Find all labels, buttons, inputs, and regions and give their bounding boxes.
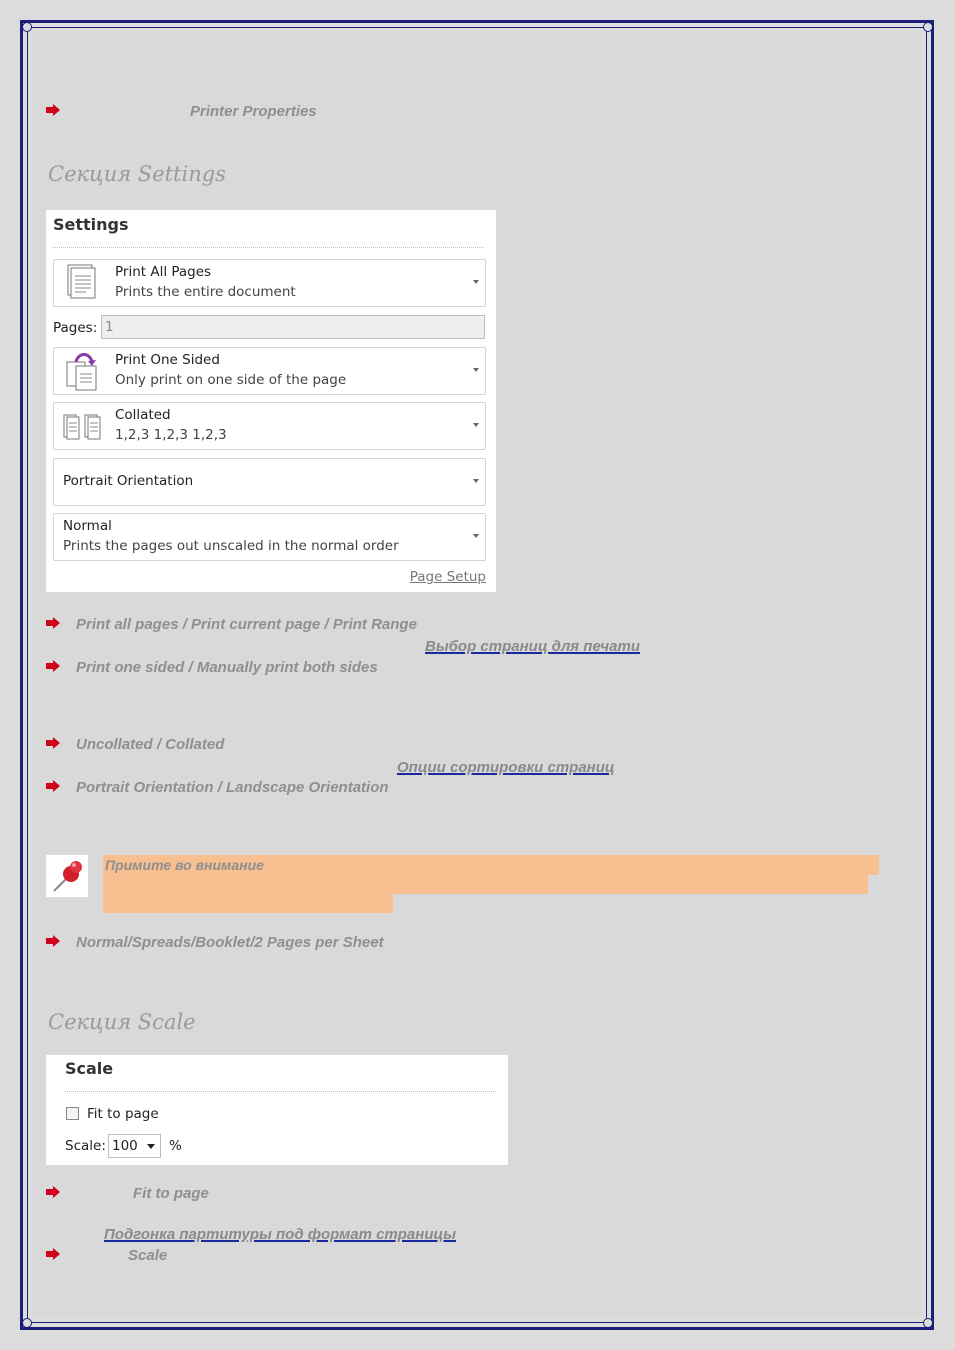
orientation-dropdown[interactable] (53, 458, 486, 506)
fit-to-page-label: Fit to page (87, 1106, 159, 1122)
divider (53, 247, 484, 248)
scale-section-heading: Секция Scale (48, 1010, 196, 1034)
bullet-print-range: Print all pages / Print current page / Print Range (76, 616, 417, 633)
chevron-down-icon (473, 423, 479, 427)
sided-dropdown[interactable] (53, 347, 486, 395)
page-setup-link[interactable]: Page Setup (409, 569, 486, 585)
collation-desc: 1,2,3 1,2,3 1,2,3 (115, 427, 227, 443)
orientation-label: Portrait Orientation (63, 473, 194, 489)
settings-title: Settings (53, 215, 129, 234)
sided-label: Print One Sided (115, 352, 220, 368)
percent-sign: % (169, 1138, 182, 1154)
divider (65, 1091, 496, 1092)
bullet-layout: Normal/Spreads/Booklet/2 Pages per Sheet (76, 934, 384, 951)
scale-panel (46, 1055, 508, 1165)
fit-to-page-checkbox[interactable] (66, 1107, 79, 1120)
bullet-scale: Scale (128, 1247, 168, 1264)
scale-label: Scale: (65, 1138, 106, 1154)
red-arrow-bullet-icon (46, 935, 60, 947)
chevron-down-icon (473, 368, 479, 372)
red-arrow-bullet-icon (46, 617, 60, 629)
red-arrow-bullet-icon (46, 1248, 60, 1260)
pages-label: Pages: (53, 320, 98, 336)
settings-panel (46, 210, 496, 592)
red-arrow-bullet-icon (46, 660, 60, 672)
bullet-sided: Print one sided / Manually print both sides (76, 659, 378, 676)
page-selection-link[interactable]: Выбор страниц для печати (425, 638, 641, 655)
print-pages-dropdown[interactable] (53, 259, 486, 307)
pages-stack-icon (66, 264, 98, 302)
bullet-printer-properties: Printer Properties (190, 103, 317, 120)
scale-value: 100 (112, 1138, 138, 1154)
chevron-down-icon (473, 534, 479, 538)
note-highlight (103, 894, 393, 913)
note-icon-box (46, 855, 88, 897)
red-arrow-bullet-icon (46, 1186, 60, 1198)
scale-title: Scale (65, 1059, 114, 1078)
chevron-down-icon (147, 1144, 155, 1149)
bullet-fit-to-page: Fit to page (133, 1185, 209, 1202)
print-pages-label: Print All Pages (115, 264, 212, 280)
frame-corner (923, 22, 933, 32)
one-sided-print-icon (64, 350, 100, 392)
pushpin-icon (46, 855, 88, 897)
scale-select[interactable] (108, 1134, 161, 1158)
red-arrow-bullet-icon (46, 780, 60, 792)
collation-dropdown[interactable] (53, 402, 486, 450)
chevron-down-icon (473, 479, 479, 483)
red-arrow-bullet-icon (46, 104, 60, 116)
red-arrow-bullet-icon (46, 737, 60, 749)
bullet-orientation: Portrait Orientation / Landscape Orientation (76, 779, 389, 796)
frame-corner (22, 22, 32, 32)
settings-section-heading: Секция Settings (48, 162, 226, 186)
fit-score-link[interactable]: Подгонка партитуры под формат страницы (104, 1226, 457, 1243)
layout-label: Normal (63, 518, 112, 534)
sort-options-link[interactable]: Опции сортировки страниц (397, 759, 615, 776)
note-highlight (103, 875, 868, 894)
print-pages-desc: Prints the entire document (115, 284, 296, 300)
frame-corner (923, 1318, 933, 1328)
pages-input-value: 1 (105, 319, 114, 335)
pages-input[interactable] (101, 315, 485, 339)
sided-desc: Only print on one side of the page (115, 372, 347, 388)
frame-corner (22, 1318, 32, 1328)
layout-dropdown[interactable] (53, 513, 486, 561)
collation-label: Collated (115, 407, 171, 423)
note-title: Примите во внимание (105, 857, 264, 873)
chevron-down-icon (473, 280, 479, 284)
bullet-collation: Uncollated / Collated (76, 736, 225, 753)
collated-pages-icon (63, 413, 103, 441)
layout-desc: Prints the pages out unscaled in the normal order (63, 538, 399, 554)
